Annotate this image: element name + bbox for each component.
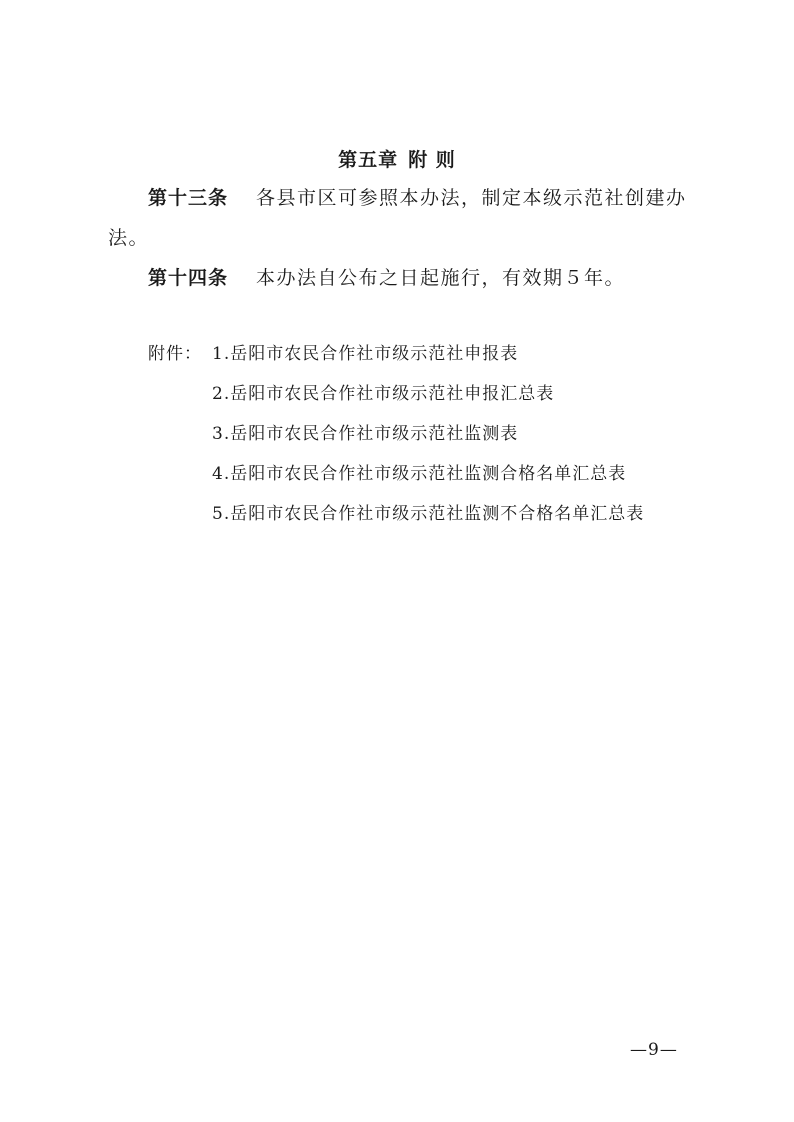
attachment-item: 3.岳阳市农民合作社市级示范社监测表 — [212, 424, 519, 444]
page-number: —9— — [630, 1040, 678, 1060]
attachment-row — [148, 334, 708, 374]
attachment-item: 1.岳阳市农民合作社市级示范社申报表 — [212, 344, 519, 364]
article-13 — [108, 178, 698, 258]
article-14 — [108, 258, 698, 298]
article-text: 各县市区可参照本办法，制定本级示范社创建办法。 — [108, 187, 687, 249]
attachments-label: 附件： — [148, 344, 202, 364]
chapter-title-name: 附 则 — [408, 149, 456, 171]
chapter-title — [0, 145, 794, 172]
attachment-item: 5.岳阳市农民合作社市级示范社监测不合格名单汇总表 — [212, 504, 645, 524]
article-number: 第十四条 — [148, 267, 229, 289]
article-text: 本办法自公布之日起施行，有效期５年。 — [256, 267, 626, 289]
article-number: 第十三条 — [148, 187, 229, 209]
attachment-row — [148, 494, 708, 534]
attachment-item: 2.岳阳市农民合作社市级示范社申报汇总表 — [212, 384, 555, 404]
attachment-item: 4.岳阳市农民合作社市级示范社监测合格名单汇总表 — [212, 464, 627, 484]
chapter-title-number: 第五章 — [338, 149, 399, 171]
attachment-row — [148, 454, 708, 494]
attachment-row — [148, 414, 708, 454]
attachment-row — [148, 374, 708, 414]
attachments-list — [148, 334, 708, 534]
